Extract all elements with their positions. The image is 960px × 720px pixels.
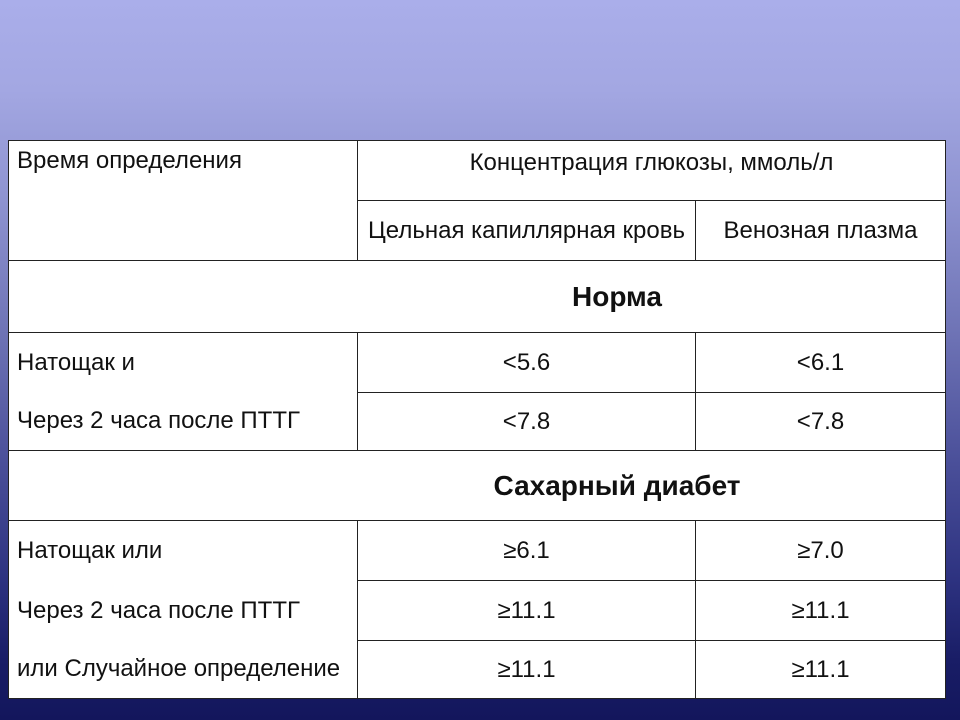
table-row [9,641,946,699]
venous-plasma-header: Венозная плазма [696,201,946,261]
section-title [9,451,946,521]
section-title-diabetes: Сахарный диабет [493,469,741,501]
table-row [9,393,946,451]
section-title [9,261,946,333]
table-row [9,333,946,393]
row-label: Через 2 часа после ПТТГ [9,581,358,641]
table-row [9,521,946,581]
row-label: или Случайное определение [9,641,358,699]
venous-value: ≥7.0 [696,521,946,581]
section-row [9,261,946,333]
venous-value: ≥11.1 [696,641,946,699]
capillary-value: ≥11.1 [358,641,696,699]
capillary-value: ≥6.1 [358,521,696,581]
venous-value: <7.8 [696,393,946,451]
header-row-1 [9,141,946,201]
capillary-value: <5.6 [358,333,696,393]
concentration-header: Концентрация глюкозы, ммоль/л [358,141,946,201]
venous-value: ≥11.1 [696,581,946,641]
section-title-norm: Норма [572,280,662,312]
venous-value: <6.1 [696,333,946,393]
capillary-value: ≥11.1 [358,581,696,641]
glucose-criteria-table [8,140,946,699]
capillary-value: <7.8 [358,393,696,451]
section-row [9,451,946,521]
row-label: Натощак или [9,521,358,581]
capillary-blood-header: Цельная капиллярная кровь [358,201,696,261]
table-row [9,581,946,641]
time-header: Время определения [9,141,358,261]
row-label: Через 2 часа после ПТТГ [9,393,358,451]
row-label: Натощак и [9,333,358,393]
